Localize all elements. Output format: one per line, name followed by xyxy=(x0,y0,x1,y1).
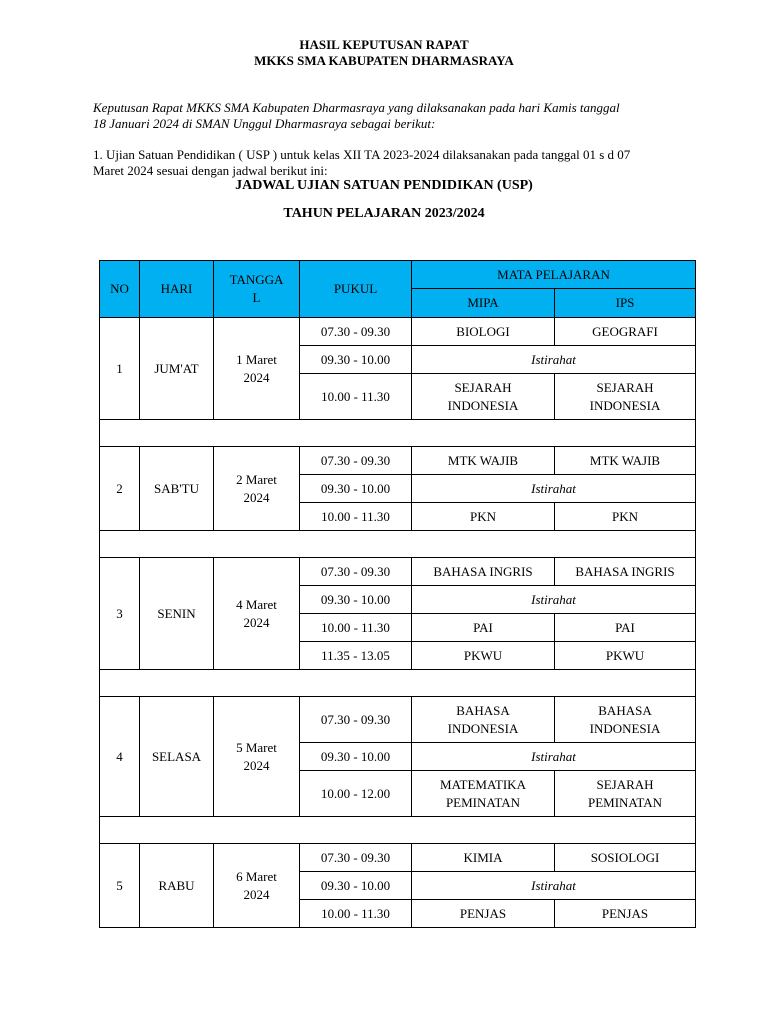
table-row xyxy=(100,318,696,346)
header-tanggal-line-2: L xyxy=(252,290,261,305)
subject-ips xyxy=(555,642,696,670)
spacer-row xyxy=(100,817,696,844)
subject-ips-line-1: BAHASA xyxy=(598,702,652,718)
subject-ips-line-1: MTK WAJIB xyxy=(589,452,661,468)
time-cell: 10.00 - 11.30 xyxy=(300,503,412,531)
subject-mipa xyxy=(412,844,555,872)
subject-mipa-line-1: PKWU xyxy=(463,647,503,663)
header-pukul: PUKUL xyxy=(300,261,412,318)
subject-ips xyxy=(555,697,696,743)
subject-ips-line-1: SOSIOLOGI xyxy=(590,849,660,865)
day-date xyxy=(214,318,300,420)
subject-ips xyxy=(555,447,696,475)
subject-mipa xyxy=(412,642,555,670)
schedule-title: JADWAL UJIAN SATUAN PENDIDIKAN (USP) xyxy=(235,178,533,193)
header-ips: IPS xyxy=(555,289,696,318)
subject-mipa-line-2: INDONESIA xyxy=(447,397,519,413)
table-row xyxy=(100,697,696,743)
day-date xyxy=(214,697,300,817)
day-number: 1 xyxy=(100,318,140,420)
intro-line-1: Keputusan Rapat MKKS SMA Kabupaten Dharmasraya yang dilaksanakan pada hari Kamis tanggal xyxy=(93,100,620,115)
subject-ips xyxy=(555,558,696,586)
day-date-line-2: 2024 xyxy=(243,489,270,505)
document-title-line-1: HASIL KEPUTUSAN RAPAT xyxy=(299,37,469,52)
time-cell: 07.30 - 09.30 xyxy=(300,318,412,346)
subject-mipa xyxy=(412,614,555,642)
day-date-line-2: 2024 xyxy=(243,614,270,630)
time-cell: 09.30 - 10.00 xyxy=(300,346,412,374)
time-cell: 09.30 - 10.00 xyxy=(300,743,412,771)
day-date-line-2: 2024 xyxy=(243,369,270,385)
subject-ips xyxy=(555,771,696,817)
spacer-cell xyxy=(100,670,696,697)
subject-ips-line-1: SEJARAH xyxy=(596,776,654,792)
time-cell: 10.00 - 12.00 xyxy=(300,771,412,817)
time-cell: 07.30 - 09.30 xyxy=(300,697,412,743)
spacer-cell xyxy=(100,817,696,844)
day-name: RABU xyxy=(140,844,214,928)
day-number: 2 xyxy=(100,447,140,531)
time-cell: 09.30 - 10.00 xyxy=(300,475,412,503)
header-mipa: MIPA xyxy=(412,289,555,318)
day-number: 3 xyxy=(100,558,140,670)
subject-mipa-line-1: MATEMATIKA xyxy=(440,776,526,792)
day-name: SENIN xyxy=(140,558,214,670)
time-cell: 10.00 - 11.30 xyxy=(300,900,412,928)
day-date xyxy=(214,558,300,670)
spacer-row xyxy=(100,420,696,447)
time-cell: 09.30 - 10.00 xyxy=(300,872,412,900)
subject-ips xyxy=(555,844,696,872)
day-date xyxy=(214,447,300,531)
subject-mipa xyxy=(412,318,555,346)
schedule-year: TAHUN PELAJARAN 2023/2024 xyxy=(283,206,485,221)
schedule-table xyxy=(99,260,696,928)
spacer-row xyxy=(100,670,696,697)
subject-ips xyxy=(555,614,696,642)
break-cell: Istirahat xyxy=(412,475,696,503)
break-cell: Istirahat xyxy=(412,872,696,900)
header-no: NO xyxy=(100,261,140,318)
day-date-line-1: 1 Maret xyxy=(236,351,277,367)
table-row xyxy=(100,844,696,872)
subject-ips-line-1: PKN xyxy=(612,508,639,524)
subject-mipa xyxy=(412,900,555,928)
subject-mipa-line-1: PAI xyxy=(473,619,493,635)
subject-mipa xyxy=(412,503,555,531)
day-date-line-2: 2024 xyxy=(243,886,270,902)
day-date-line-1: 5 Maret xyxy=(236,739,277,755)
day-number: 5 xyxy=(100,844,140,928)
day-date xyxy=(214,844,300,928)
day-date-line-1: 4 Maret xyxy=(236,596,277,612)
subject-ips-line-1: PAI xyxy=(615,619,635,635)
break-cell: Istirahat xyxy=(412,346,696,374)
subject-mipa xyxy=(412,558,555,586)
header-mata-pelajaran: MATA PELAJARAN xyxy=(412,261,696,289)
subject-mipa-line-1: PENJAS xyxy=(459,905,507,921)
table-row xyxy=(100,558,696,586)
subject-ips-line-1: BAHASA INGRIS xyxy=(575,563,675,579)
subject-mipa-line-1: SEJARAH xyxy=(454,379,512,395)
header-tanggal xyxy=(214,261,300,318)
subject-mipa-line-1: MTK WAJIB xyxy=(447,452,519,468)
subject-ips xyxy=(555,503,696,531)
intro-line-2: 18 Januari 2024 di SMAN Unggul Dharmasraya sebagai berikut: xyxy=(93,116,436,131)
subject-mipa-line-2: PEMINATAN xyxy=(445,794,521,810)
subject-mipa xyxy=(412,374,555,420)
spacer-cell xyxy=(100,420,696,447)
subject-mipa xyxy=(412,447,555,475)
subject-mipa xyxy=(412,697,555,743)
day-name: SELASA xyxy=(140,697,214,817)
time-cell: 10.00 - 11.30 xyxy=(300,614,412,642)
subject-mipa-line-1: KIMIA xyxy=(463,849,503,865)
table-row xyxy=(100,447,696,475)
time-cell: 09.30 - 10.00 xyxy=(300,586,412,614)
subject-mipa xyxy=(412,771,555,817)
day-name: JUM'AT xyxy=(140,318,214,420)
subject-mipa-line-1: BAHASA xyxy=(456,702,510,718)
subject-ips-line-1: SEJARAH xyxy=(596,379,654,395)
point-1-line-1: 1. Ujian Satuan Pendidikan ( USP ) untuk kelas XII TA 2023-2024 dilaksanakan pada tanggal 01 s d 07 xyxy=(93,147,631,162)
time-cell: 11.35 - 13.05 xyxy=(300,642,412,670)
subject-mipa-line-1: PKN xyxy=(469,508,496,524)
subject-ips xyxy=(555,374,696,420)
subject-ips-line-1: PENJAS xyxy=(601,905,649,921)
time-cell: 07.30 - 09.30 xyxy=(300,558,412,586)
day-date-line-1: 2 Maret xyxy=(236,471,277,487)
time-cell: 07.30 - 09.30 xyxy=(300,844,412,872)
header-tanggal-line-1: TANGGA xyxy=(229,272,284,287)
subject-ips-line-2: INDONESIA xyxy=(589,397,661,413)
document-title-line-2: MKKS SMA KABUPATEN DHARMASRAYA xyxy=(254,53,514,68)
time-cell: 10.00 - 11.30 xyxy=(300,374,412,420)
spacer-cell xyxy=(100,531,696,558)
subject-ips-line-2: PEMINATAN xyxy=(587,794,663,810)
day-date-line-1: 6 Maret xyxy=(236,868,277,884)
break-cell: Istirahat xyxy=(412,743,696,771)
point-1-line-2: Maret 2024 sesuai dengan jadwal berikut ini: xyxy=(93,163,328,178)
table-header-row xyxy=(100,261,696,289)
spacer-row xyxy=(100,531,696,558)
subject-ips xyxy=(555,900,696,928)
subject-mipa-line-2: INDONESIA xyxy=(447,720,519,736)
subject-ips xyxy=(555,318,696,346)
break-cell: Istirahat xyxy=(412,586,696,614)
header-hari: HARI xyxy=(140,261,214,318)
day-name: SAB'TU xyxy=(140,447,214,531)
time-cell: 07.30 - 09.30 xyxy=(300,447,412,475)
subject-ips-line-2: INDONESIA xyxy=(589,720,661,736)
day-number: 4 xyxy=(100,697,140,817)
subject-mipa-line-1: BAHASA INGRIS xyxy=(433,563,533,579)
subject-ips-line-1: PKWU xyxy=(605,647,645,663)
subject-mipa-line-1: BIOLOGI xyxy=(456,323,510,339)
day-date-line-2: 2024 xyxy=(243,757,270,773)
subject-ips-line-1: GEOGRAFI xyxy=(592,323,658,339)
